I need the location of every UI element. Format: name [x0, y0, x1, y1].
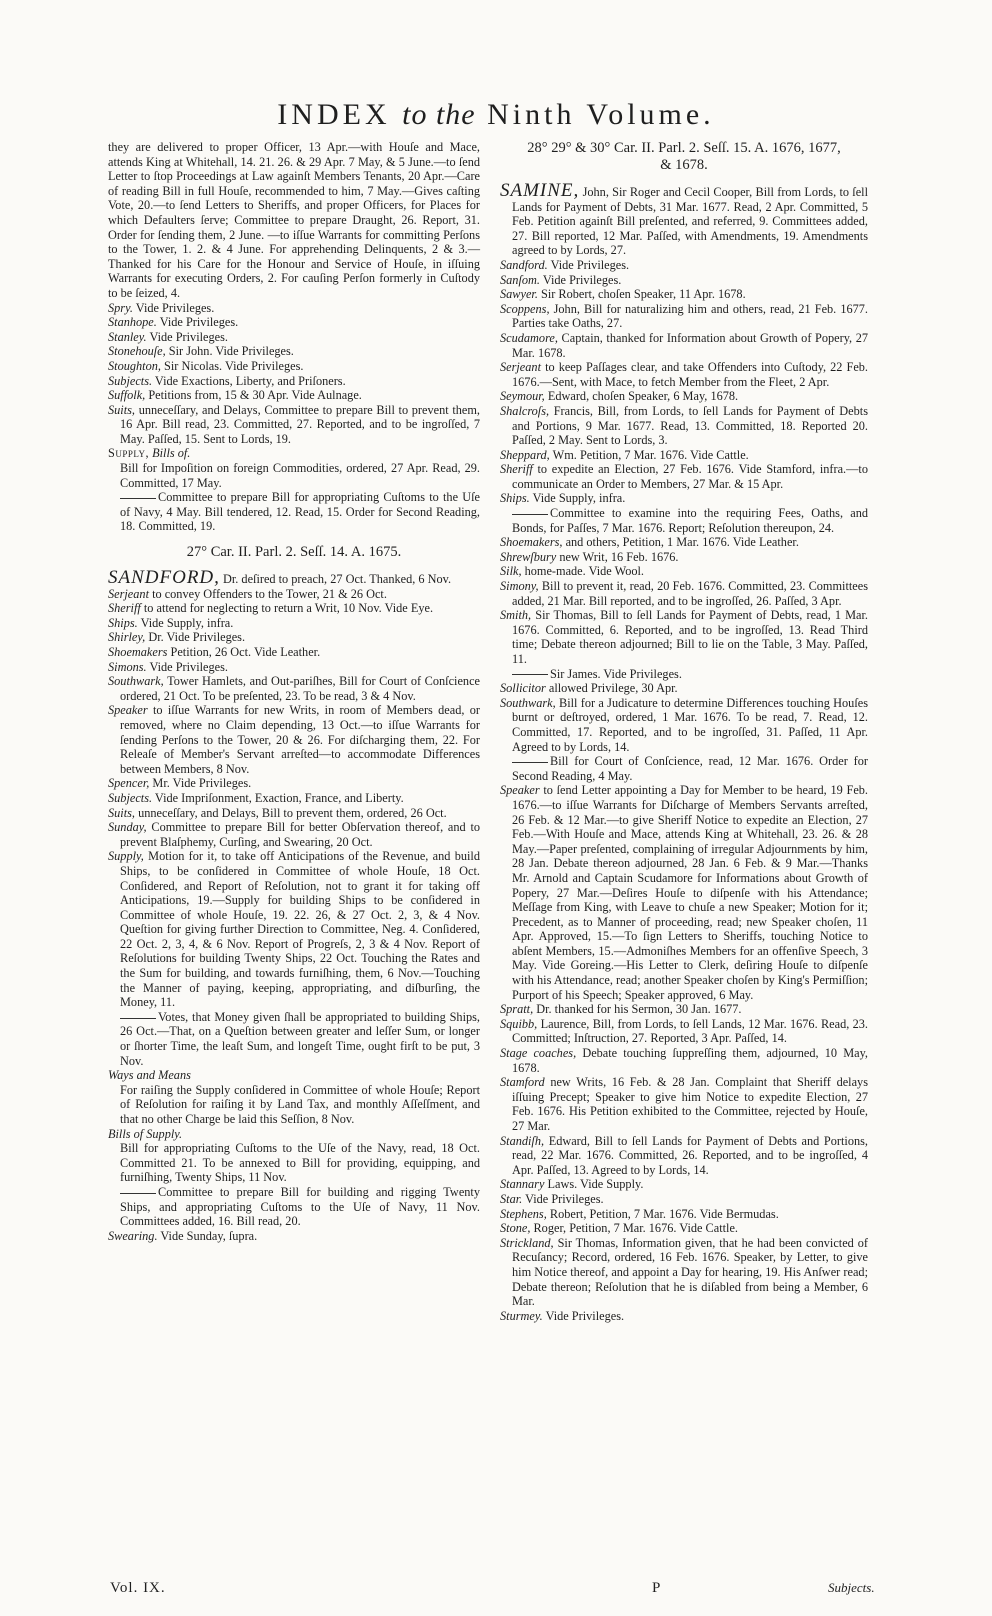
right-entries-group-3 [500, 681, 868, 754]
title-index: INDEX [277, 98, 391, 131]
index-entry-key: Stage coaches, [500, 1046, 577, 1061]
right-entries-group-2 [500, 535, 868, 666]
index-entry [500, 302, 868, 331]
index-entry [108, 630, 480, 645]
index-entry [500, 448, 868, 463]
index-entry [108, 645, 480, 660]
index-entry-key: Ships. [500, 491, 530, 506]
index-entry [500, 550, 868, 565]
ways-text: For raiſing the Supply conſidered in Committee of whole Houſe; Report of Reſolution for raiſing it by Land Tax, and monthly Aſſeſſment, and that no other Charge be laid this Seſſion, 8 Nov. [120, 1082, 480, 1126]
index-entry-key: Sturmey. [500, 1308, 543, 1323]
index-entry-key: Stonehouſe, [108, 344, 166, 359]
index-entry-key: Squibb, [500, 1016, 538, 1031]
index-entry-text: unneceſſary, and Delays, Committee to prepare Bill to prevent them, 16 Apr. Bill read, 23. Committed, 27. Reported, and to be ingroſſed, 7 May. Paſſed, 15. Sent to Lords, 19. [120, 402, 480, 446]
index-entry-key: Stone, [500, 1221, 531, 1236]
index-entry [500, 608, 868, 666]
index-entry-key: Speaker [500, 783, 540, 798]
index-entry [500, 1002, 868, 1017]
index-entry-text: Vide Privileges. [135, 300, 215, 315]
title-volume: Ninth Volume. [487, 98, 715, 131]
index-entry-text: Sir Thomas, Bill to ſell Lands for Payment of Debts, read, 1 Mar. 1676. Committed, 6. Reported, and to be ingroſſed, 13. Read Third time; Debate thereon adjourned; Bill to lie on the Table, 3 May. Paſſed, 11. [512, 608, 868, 666]
footer-volume: Vol. IX. [110, 1580, 166, 1596]
dash-rule [512, 762, 548, 763]
index-entry-text: to ſend Letter appointing a Day for Member to be heard, 19 Feb. 1676.—to iſſue Warrants for Diſcharge of Members Servants arreſted, 26 Feb. & 12 Mar.—to give Sheriff Notice to expedite an Election, 27 Feb.—With Houſe and Mace, attends King at Whitehall, 23. 26. & 28 May.—Paper preſented, complaining of irregular Adjournments by him, 28 Jan. Debate thereon adjourned, 28 Jan. 6 Feb. & 9 Mar.—Thanks Mr. Arnold and Captain Scudamore for Informations about Growth of Popery, 27 Mar.—Deſires Houſe to diſpenſe with his Attendance; Meſſage from King, with Leave to chuſe a new Speaker; Motion for it; Precedent, as to Manner of proceeding, read; new Speaker choſen, 11 Apr. Approved, 15.—To ſign Letters to Sheriffs, touching Notice to abſent Members, 15.—Admoniſhes Members for an offenſive Speech, 3 May. Vide Goreing.—His Letter to Clerk, deſiring Houſe to diſpenſe with his Attendance, read; another Speaker choſen by King's Permiſſion; Purport of his Speech; Speaker approved, 6 May. [512, 783, 868, 1002]
right-section-header-line2: & 1678. [660, 157, 708, 173]
smith-sub [500, 667, 868, 682]
supply-heading-key: Supply, [108, 446, 150, 461]
southwark-sub-text: Bill for Court of Conſcience, read, 12 Mar. 1676. Order for Second Reading, 4 May. [512, 754, 868, 783]
right-entries-group-4 [500, 783, 868, 1323]
index-entry-text: unneceſſary, and Delays, Bill to prevent them, ordered, 26 Oct. [138, 805, 447, 820]
index-entry-text: Wm. Petition, 7 Mar. 1676. Vide Cattle. [552, 447, 749, 462]
index-entry-key: Sollicitor [500, 681, 546, 696]
left-entries-group-1 [108, 301, 480, 447]
index-entry-key: Shirley, [108, 630, 146, 645]
left-entries-group-2 [108, 587, 480, 1010]
index-entry-text: new Writs, 16 Feb. & 28 Jan. Complaint that Sheriff delays iſſuing Precept; Speaker to give him Notice to expedite Election, 27 Feb. 1676. His Petition exhibited to the Committee, rejected by Houſe, 27 Mar. [512, 1075, 868, 1133]
left-section-header: 27° Car. II. Parl. 2. Seſſ. 14. A. 1675. [186, 544, 402, 561]
ships-sub [500, 506, 868, 535]
index-entry-text: Francis, Bill, from Lords, to ſell Lands for Payment of Debts and Portions, 9 Mar. 1677. Read, 13. Committed, 18. Reported 20. Paſſed, 2 May. Sent to Lords, 3. [512, 403, 868, 448]
index-entry-key: Sheppard, [500, 447, 550, 462]
index-entry-key: Star. [500, 1191, 523, 1206]
index-entry [500, 491, 868, 506]
supply-heading [108, 446, 480, 461]
index-entry-text: and others, Petition, 1 Mar. 1676. Vide Leather. [565, 535, 799, 550]
index-entry [500, 1192, 868, 1207]
index-entry-key: Scoppens, [500, 301, 550, 316]
index-entry-key: Serjeant [108, 586, 149, 601]
index-entry-text: Bill to prevent it, read, 20 Feb. 1676. Committed, 23. Committees added, 21 Mar. Bill reported, and to be ingroſſed, 26. Paſſed, 3 Apr. [512, 579, 869, 608]
bills-text-1: Bill for appropriating Cuſtoms to the Uſe of the Navy, read, 18 Oct. Committed 21. To be annexed to Bill for providing, equipping, and furniſhing, Twenty Ships, 11 Nov. [120, 1141, 480, 1185]
index-entry-text: new Writ, 16 Feb. 1676. [559, 549, 679, 564]
index-entry [500, 1207, 868, 1222]
index-entry-key: Stanley. [108, 329, 147, 344]
index-entry [108, 849, 480, 1010]
index-entry-key: Silk, [500, 564, 522, 579]
index-entry-text: Mr. Vide Privileges. [152, 776, 252, 791]
index-entry-text: Sir Nicolas. Vide Privileges. [164, 358, 304, 373]
index-entry-key: Suits, [108, 805, 135, 820]
index-entry [108, 403, 480, 447]
index-entry-key: Serjeant [500, 360, 541, 375]
index-entry-text: Vide Privileges. [149, 659, 228, 674]
index-entry-text: to iſſue Warrants for new Writs, in room of Members dead, or removed, where no Claim depending, 13 Oct.—to iſſue Warrants for ſending Perſons to the Tower, 20 & 26. For diſcharging them, 22. For Releaſe of Member's Servant arreſted—to accommodate Differences between Members, 8 Nov. [120, 703, 480, 776]
index-entry-text: Sir Robert, choſen Speaker, 11 Apr. 1678. [541, 287, 746, 302]
dash-rule [120, 1018, 156, 1019]
index-entry-key: Shrewſbury [500, 549, 557, 564]
index-entry [108, 703, 480, 776]
index-entry [108, 674, 480, 703]
samine-key: SAMINE, [500, 180, 580, 201]
index-entry [500, 273, 868, 288]
index-entry [500, 462, 868, 491]
index-entry [108, 791, 480, 806]
sandford-entry [108, 567, 480, 589]
supply-heading-text: Bills of. [152, 446, 191, 461]
index-entry [108, 388, 480, 403]
index-entry-text: to expedite an Election, 27 Feb. 1676. Vide Stamford, infra.—to communicate an Order to Members, 27 Mar. & 15 Apr. [512, 462, 868, 491]
index-entry-text: Vide Impriſonment, Exaction, France, and Liberty. [154, 790, 404, 805]
index-entry-key: Scudamore, [500, 330, 558, 345]
index-entry-key: Supply, [108, 849, 144, 864]
index-entry [500, 1075, 868, 1133]
index-entry-text: Vide Supply, infra. [140, 615, 234, 630]
index-entry [108, 315, 480, 330]
footer-catchword: Subjects. [828, 1580, 875, 1595]
index-entry-key: Stoughton, [108, 358, 161, 373]
index-entry-key: Spencer, [108, 776, 150, 791]
index-entry-text: Roger, Petition, 7 Mar. 1676. Vide Cattle. [533, 1221, 738, 1236]
footer-signature: P [652, 1580, 661, 1596]
votes-sub-text: Votes, that Money given ſhall be appropriated to building Ships, 26 Oct.—That, on a Queſtion between greater and leſſer Sum, or longer or ſhorter Time, the leaſt Sum, and longeſt Time, ought firſt to be put, 3 Nov. [120, 1009, 480, 1068]
index-entry-key: Sanſom. [500, 272, 540, 287]
index-entry-text: Tower Hamlets, and Out-pariſhes, Bill for Court of Conſcience ordered, 21 Oct. To be preſented, 23. To be read, 3 & 4 Nov. [120, 674, 480, 703]
index-entry-text: Vide Privileges. [159, 315, 239, 330]
dash-rule [512, 514, 548, 515]
bills-text-2-content: Committee to prepare Bill for building and rigging Twenty Ships, and appropriating Cuſtoms to the Uſe of Navy, 11 Nov. Committees added, 16. Bill read, 20. [120, 1184, 480, 1229]
index-entry [500, 1221, 868, 1236]
index-entry [500, 404, 868, 448]
index-entry [108, 601, 480, 616]
index-entry-text: allowed Privilege, 30 Apr. [548, 681, 678, 696]
index-entry [500, 564, 868, 579]
index-entry-text: Captain, thanked for Information about Growth of Popery, 27 Mar. 1678. [512, 330, 868, 360]
index-entry-key: Spratt, [500, 1002, 534, 1017]
index-entry [108, 301, 480, 316]
index-entry-text: Committee to prepare Bill for better Obſervation thereof, and to prevent Blaſphemy, Curſing, and Swearing, 20 Oct. [120, 820, 481, 849]
index-entry [108, 660, 480, 675]
index-entry [108, 776, 480, 791]
index-entry-text: Robert, Petition, 7 Mar. 1676. Vide Bermudas. [549, 1206, 779, 1221]
page-title [0, 98, 992, 132]
index-entry [500, 681, 868, 696]
right-section-header [500, 140, 868, 174]
sandford-text: Dr. deſired to preach, 27 Oct. Thanked, 6 Nov. [222, 572, 452, 587]
index-entry-text: Dr. thanked for his Sermon, 30 Jan. 1677. [536, 1002, 742, 1017]
left-intro-text: they are delivered to proper Officer, 13 Apr.—with Houſe and Mace, attends King at Whitehall, 14. 21. 26. & 29 Apr. 7 May, & 5 June.—to ſend Letter to ſtop Proceedings at Law againſt Members Tenants, 20 Apr.—Care of reading Bill in full Houſe, recommended to him, 7 May.—Gives caſting Vote, 20.—to ſend Letters to Sheriffs, and proper Officers, for Places for which Defaulters ſerve; Committee to prepare Draught, 26. Report, 31. Order for ſending them, 2 June. —to iſſue Warrants for committing Perſons to the Tower, 1. 2. & 4 June. For apprehending Delinquents, 2 & 3.—Thanked for his Care for the Honour and Service of Houſe, in iſſuing Warrants for executing Orders, 2. For cauſing Perſon formerly in Cuſtody to be ſeized, 4. [108, 140, 480, 300]
index-entry [500, 783, 868, 1002]
index-entry-text: Vide Privileges. [542, 272, 622, 287]
samine-entry [500, 180, 869, 258]
title-to-the: to the [402, 98, 476, 131]
index-entry-text: Petition, 26 Oct. Vide Leather. [170, 645, 321, 659]
index-entry [500, 1046, 868, 1075]
index-entry [500, 535, 868, 550]
index-entry [500, 579, 868, 608]
index-entry [500, 258, 868, 273]
index-entry-key: Shoemakers [108, 645, 168, 659]
index-entry [500, 331, 868, 360]
index-entry-key: Shoemakers, [500, 535, 563, 550]
index-entry-key: Smith, [500, 608, 532, 623]
index-entry-key: Sandford. [500, 257, 548, 272]
ships-sub-text: Committee to examine into the requiring Fees, Oaths, and Bonds, for Paſſes, 7 Mar. 1676. Report; Reſolution thereupon, 24. [512, 506, 868, 535]
index-entry-text: Bill for a Judicature to determine Differences touching Houſes burnt or deſtroyed, ordered, 1 Mar. 1676. To be read, 7. Read, 12. Committed, 17. Reported, and to be ingroſſed, 31. Paſſed, 11 Apr. Agreed to by Lords, 14. [512, 695, 868, 754]
index-entry [108, 374, 480, 389]
index-entry-key: Suffolk, [108, 388, 146, 403]
index-entry-key: Ships. [108, 615, 138, 630]
smith-sub-text: Sir James. Vide Privileges. [550, 666, 682, 681]
index-entry-key: Stamford [500, 1075, 545, 1090]
index-entry-text: Vide Supply, infra. [532, 491, 626, 506]
index-entry-text: Laurence, Bill, from Lords, to ſell Lands, 12 Mar. 1676. Read, 23. Committed; Inſtruction, 27. Reported, 3 Apr. Paſſed, 14. [512, 1016, 869, 1046]
index-entry [500, 696, 868, 754]
index-entry-text: Dr. Vide Privileges. [148, 630, 246, 645]
index-entry-key: Suits, [108, 402, 135, 417]
index-entry [500, 1134, 868, 1178]
index-entry [500, 1017, 868, 1046]
bills-text-2 [108, 1185, 480, 1229]
supply-sub-1: Bill for Impoſition on foreign Commodities, ordered, 27 Apr. Read, 29. Committed, 17 May. [120, 461, 480, 490]
dash-rule [120, 1193, 156, 1194]
dash-rule [512, 674, 548, 675]
index-entry-text: John, Bill for naturalizing him and others, read, 21 Feb. 1677. Parties take Oaths, 27. [512, 301, 869, 331]
index-entry-key: Simony, [500, 579, 539, 594]
index-entry-text: Sir Thomas, Information given, that he had been convicted of Recuſancy; Record, ordered, 16 Feb. 1676. Speaker, by Letter, to give him Notice thereof, and appoint a Day for hearing, 19. His Anſwer read; Debate thereon; Reſolution that he is diſabled from being a Member, 6 Mar. [512, 1235, 868, 1309]
index-entry [108, 344, 480, 359]
index-entry [108, 330, 480, 345]
index-entry-text: Sir John. Vide Privileges. [168, 344, 294, 359]
index-entry-text: Vide Privileges. [545, 1308, 625, 1323]
index-entry-key: Stephens, [500, 1206, 547, 1221]
southwark-sub [500, 754, 868, 783]
index-entry-key: Sheriff [500, 462, 533, 477]
index-entry [500, 1177, 868, 1192]
index-entry-key: Sawyer. [500, 287, 538, 302]
index-entry [108, 616, 480, 631]
index-entry [108, 359, 480, 374]
index-entry [108, 587, 480, 602]
index-entry-key: Stannary [500, 1177, 545, 1192]
swearing-entry [108, 1229, 480, 1244]
index-entry-text: Vide Privileges. [149, 329, 228, 344]
index-entry-key: Stanhope. [108, 315, 157, 330]
dash-rule [120, 498, 156, 499]
index-entry-key: Standiſh, [500, 1133, 545, 1148]
index-entry [500, 389, 868, 404]
index-entry-key: Spry. [108, 300, 133, 315]
index-entry-key: Strickland, [500, 1235, 554, 1250]
right-entries-group-1 [500, 258, 868, 506]
index-entry-key: Sunday, [108, 820, 147, 835]
ways-heading: Ways and Means [108, 1068, 191, 1083]
left-column [108, 140, 480, 1243]
index-entry-text: Petitions from, 15 & 30 Apr. Vide Aulnage. [148, 388, 362, 403]
right-section-header-line1: 28° 29° & 30° Car. II. Parl. 2. Seſſ. 15. A. 1676, 1677, [527, 140, 841, 156]
index-entry [500, 1309, 868, 1324]
index-entry-text: Vide Privileges. [550, 257, 630, 272]
index-entry-text: to attend for neglecting to return a Writ, 10 Nov. Vide Eye. [143, 601, 434, 616]
index-entry [500, 1236, 868, 1309]
votes-sub [108, 1010, 480, 1068]
right-column [500, 140, 868, 1323]
index-entry-text: Debate touching ſuppreſſing them, adjourned, 10 May, 1678. [512, 1046, 869, 1075]
index-entry [108, 806, 480, 821]
bills-heading: Bills of Supply. [108, 1126, 183, 1141]
supply-sub-2-text: Committee to prepare Bill for appropriating Cuſtoms to the Uſe of Navy, 4 May. Bill tendered, 12. Read, 15. Order for Second Reading, 18. Committed, 19. [120, 490, 480, 534]
index-entry [108, 820, 480, 849]
swearing-key: Swearing. [108, 1228, 158, 1243]
index-entry [500, 360, 868, 389]
index-entry-text: Edward, Bill to ſell Lands for Payment of Debts and Portions, read, 22 Mar. 1676. Committed, 26. Reported, and to be ingroſſed, 4 Apr. Paſſed, 13. Agreed to by Lords, 14. [512, 1133, 868, 1177]
index-entry-key: Shalcroſs, [500, 403, 550, 418]
index-entry-key: Speaker [108, 703, 148, 718]
index-entry-key: Subjects. [108, 373, 153, 388]
index-entry-key: Sheriff [108, 601, 141, 616]
index-entry-text: Edward, choſen Speaker, 6 May, 1678. [547, 389, 739, 404]
index-entry-key: Southwark, [108, 674, 164, 689]
samine-text: John, Sir Roger and Cecil Cooper, Bill from Lords, to ſell Lands for Payment of Debts, 31 Mar. 1677. Read, 2 Apr. Committed, 5 Feb. Petition againſt Bill preſented, and referred, 9. Committees added, 27. Bill reported, 12 Mar. Paſſed, with Amendments, 19. Amendments agreed to by Lords, 27. [512, 185, 869, 258]
index-entry-text: to keep Paſſages clear, and take Offenders into Cuſtody, 22 Feb. 1676.—Sent, with Mace, to fetch Member from the Fleet, 2 Apr. [512, 360, 868, 389]
index-entry-text: home-made. Vide Wool. [524, 564, 644, 579]
index-entry-key: Subjects. [108, 790, 153, 805]
index-entry-text: Laws. Vide Supply. [547, 1177, 644, 1192]
supply-sub-2 [108, 490, 480, 534]
sandford-key: SANDFORD, [108, 567, 220, 589]
index-entry-text: Vide Privileges. [525, 1191, 604, 1206]
index-entry-key: Southwark, [500, 695, 556, 710]
index-entry-key: Simons. [108, 659, 147, 674]
index-entry [500, 287, 868, 302]
index-entry-key: Seymour, [500, 389, 545, 404]
index-entry-text: to convey Offenders to the Tower, 21 & 26 Oct. [152, 586, 387, 601]
swearing-text: Vide Sunday, ſupra. [160, 1228, 258, 1243]
index-entry-text: Vide Exactions, Liberty, and Priſoners. [154, 373, 346, 388]
index-entry-text: Motion for it, to take off Anticipations of the Revenue, and build Ships, to be conſidered in Committee of whole Houſe, 18 Oct. Conſidered, and Report of Reſolution, not to grant it for taking off Anticipations, 19.—Supply for building Ships to be conſidered in Committee of whole Houſe, 19. 22. 26, & 27 Oct. 2, 3, & 4 Nov. Queſtion for giving further Direction to Committee, Neg. 4. Conſidered, 22 Oct. 2, 3, 4, & 6 Nov. Report of Progreſs, 2, 3 & 4 Nov. Report of Reſolutions for building Twenty Ships, 22 Oct. Touching the Rates and the Sum for building, and towards furniſhing, them, 6 Nov.—Touching the Manner of paying, keeping, appropriating, and diſburſing, the Money, 11. [120, 849, 480, 1010]
